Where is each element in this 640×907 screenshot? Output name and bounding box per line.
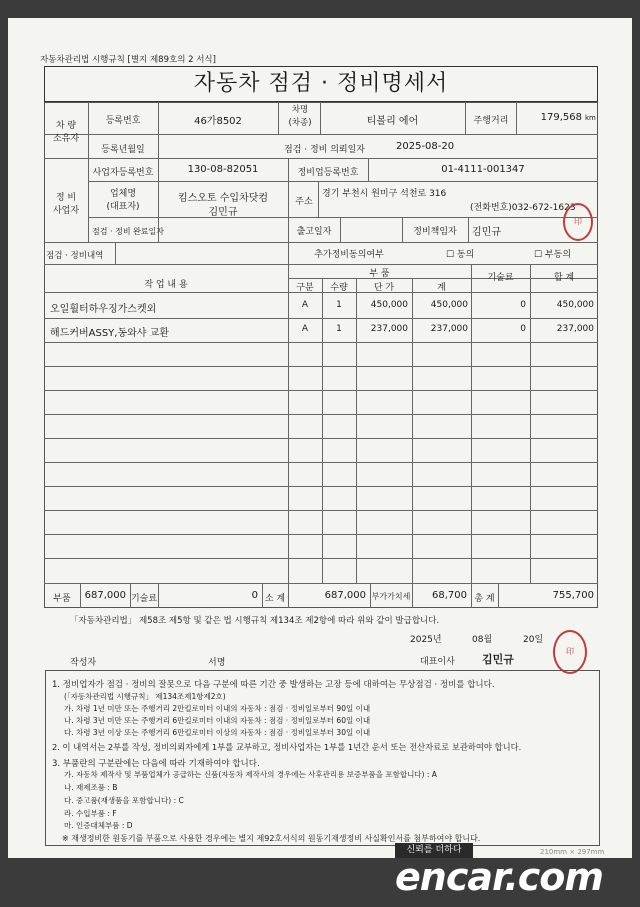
table-row-2-total: 237,000 bbox=[556, 324, 594, 334]
col-type-header: 구분 bbox=[296, 283, 314, 293]
table-row-2-unit: 237,000 bbox=[370, 324, 408, 334]
completion-date-label: 점검 · 정비 완료일자 bbox=[92, 227, 164, 236]
table-row-1-unit: 450,000 bbox=[370, 300, 408, 310]
business-label: 정 비 사업자 bbox=[52, 193, 80, 216]
note-3a: 가. 자동차 제작사 및 부품업체가 공급하는 신품(자동차 제작사의 경우에는 사후관리용 보증부품을 포함합니다) : A bbox=[64, 770, 437, 779]
agree-checkbox[interactable]: ☐ 동의 bbox=[446, 250, 475, 260]
model-value: 티볼리 에어 bbox=[366, 116, 419, 127]
col-work-header: 작 업 내 용 bbox=[144, 280, 188, 290]
model-label: 차명 (차종) bbox=[288, 105, 312, 128]
summary-total-label: 총 계 bbox=[474, 594, 495, 604]
note-3: 3. 부품란의 구분란에는 다음에 따라 기재하여야 합니다. bbox=[52, 759, 260, 769]
maint-reg-label: 정비업등록번호 bbox=[297, 168, 359, 178]
biz-no-label: 사업자등록번호 bbox=[92, 168, 154, 178]
table-row-1-type: A bbox=[301, 300, 309, 310]
company-label: 업체명 (대표자) bbox=[106, 189, 140, 212]
table-row-2-type: A bbox=[301, 324, 309, 334]
table-row-1-total: 450,000 bbox=[556, 300, 594, 310]
table-row-1-work: 오일휠터하우징가스켓외 bbox=[50, 304, 157, 315]
sign-label: 서명 bbox=[208, 658, 226, 668]
paper-size-note: 210mm × 297mm bbox=[540, 848, 605, 856]
issue-year: 2025년 bbox=[410, 635, 442, 645]
reg-date-label: 등록년월일 bbox=[101, 145, 145, 155]
summary-vat-label: 부가가치세 bbox=[371, 592, 411, 601]
release-date-label: 출고일자 bbox=[296, 227, 332, 237]
issue-day: 20일 bbox=[523, 635, 544, 645]
reg-no-label: 등록번호 bbox=[105, 116, 141, 126]
note-1d: 다. 차령 3년 이상 또는 주행거리 6만킬로미터 이상의 자동차 : 점검 · 정비일로부터 30일 이내 bbox=[64, 728, 371, 737]
page-title: 자동차 점검 · 정비명세서 bbox=[44, 66, 598, 102]
note-3d: 라. 수입부품 : F bbox=[64, 809, 117, 818]
consent-label: 추가정비동의여부 bbox=[314, 250, 384, 260]
col-qty-header: 수량 bbox=[330, 283, 348, 293]
details-label: 점검 · 정비내역 bbox=[46, 251, 104, 261]
table-row-2-qty: 1 bbox=[336, 324, 342, 334]
issue-month: 08월 bbox=[472, 635, 493, 645]
summary-labor-value: 0 bbox=[251, 590, 258, 601]
ceo-label: 대표이사 bbox=[420, 657, 455, 667]
maint-reg-value: 01-4111-001347 bbox=[441, 164, 525, 175]
note-3c: 다. 중고품(재생품을 포함합니다) : C bbox=[64, 796, 184, 805]
address-label: 주소 bbox=[295, 197, 313, 207]
col-total-header: 합 계 bbox=[553, 273, 575, 283]
note-4: ※ 재생정비한 원동기를 부품으로 사용한 경우에는 별지 제92호서식의 원동기재생정비 사실확인서를 첨부하여야 합니다. bbox=[62, 834, 481, 843]
summary-total-value: 755,700 bbox=[552, 590, 594, 601]
disagree-checkbox[interactable]: ☐ 부동의 bbox=[534, 250, 572, 260]
summary-parts-label: 부품 bbox=[53, 594, 71, 604]
company-name: 킴스오토 수입차닷컴 bbox=[177, 193, 269, 204]
address-value: 경기 부천시 원미구 석천로 316 bbox=[322, 189, 447, 199]
summary-subtotal-value: 687,000 bbox=[324, 590, 366, 601]
table-row-2-labor: 0 bbox=[520, 324, 526, 334]
company-rep: 김민규 bbox=[208, 207, 238, 218]
issue-statement: 「자동차관리법」 제58조 제5항 및 같은 법 시행규칙 제134조 제2항에 따라 위와 같이 발급합니다. bbox=[70, 616, 440, 626]
summary-parts-value: 687,000 bbox=[84, 590, 126, 601]
form-header-note: 자동차관리법 시행규칙 [별지 제89호의 2 서식] bbox=[40, 55, 216, 65]
trust-badge: 신뢰를 더하다 bbox=[395, 843, 473, 858]
owner-label: 차 량 소유자 bbox=[52, 121, 80, 144]
note-2: 2. 이 내역서는 2부를 작성, 정비의뢰자에게 1부를 교부하고, 정비사업자는 1부를 1년간 운서 또는 전산자료로 보관하여야 합니다. bbox=[52, 742, 522, 752]
mileage-label: 주행거리 bbox=[473, 116, 509, 126]
note-1a: (「자동차관리법 시행규칙」 제134조제1항제2호) bbox=[64, 692, 226, 701]
col-labor-header: 기술료 bbox=[487, 273, 514, 283]
col-unit-header: 단 가 bbox=[373, 283, 395, 293]
table-row-1-amount: 450,000 bbox=[430, 300, 468, 310]
manager-value: 김민규 bbox=[472, 227, 501, 238]
table-row-2-work: 해드커버ASSY,동와샤 교환 bbox=[50, 328, 169, 339]
note-1: 1. 정비업자가 점검 · 정비의 잘못으로 다음 구분에 따른 기간 중 발생하는 고장 등에 대하여는 무상점검 · 정비를 합니다. bbox=[52, 680, 495, 690]
ceo-seal-stamp: 印 bbox=[553, 630, 587, 674]
manager-label: 정비책임자 bbox=[413, 227, 457, 237]
col-amount-header: 계 bbox=[437, 283, 446, 293]
summary-vat-value: 68,700 bbox=[432, 590, 467, 601]
ceo-name: 김민규 bbox=[482, 653, 514, 666]
writer-label: 작성자 bbox=[70, 658, 97, 668]
col-parts-header: 부 품 bbox=[369, 269, 390, 279]
request-date-label: 점검 · 정비 의뢰일자 bbox=[284, 145, 365, 155]
mileage-unit: km bbox=[585, 114, 596, 122]
table-row-1-labor: 0 bbox=[520, 300, 526, 310]
summary-subtotal-label: 소 계 bbox=[264, 594, 286, 604]
note-3e: 마. 인증대체부품 : D bbox=[64, 821, 133, 830]
note-3b: 나. 재제조품 : B bbox=[64, 783, 118, 792]
biz-no-value: 130-08-82051 bbox=[187, 164, 259, 175]
note-1c: 나. 차령 3년 미만 또는 주행거리 6만킬로미터 이내의 자동차 : 점검 · 정비일로부터 60일 이내 bbox=[64, 716, 371, 725]
table-row-1-qty: 1 bbox=[336, 300, 342, 310]
phone-value: (전화번호)032-672-1623 bbox=[470, 203, 576, 213]
mileage-value: 179,568 bbox=[540, 112, 582, 123]
brand-watermark: encar.com bbox=[395, 855, 603, 899]
company-seal-stamp: 印 bbox=[563, 203, 593, 241]
note-1b: 가. 차령 1년 미만 또는 주행거리 2만킬로미터 이내의 자동차 : 점검 · 정비일로부터 90일 이내 bbox=[64, 704, 371, 713]
request-date-value: 2025-08-20 bbox=[396, 141, 455, 152]
table-row-2-amount: 237,000 bbox=[430, 324, 468, 334]
reg-no-value: 46가8502 bbox=[194, 116, 242, 127]
summary-labor-label: 기술료 bbox=[130, 594, 158, 604]
